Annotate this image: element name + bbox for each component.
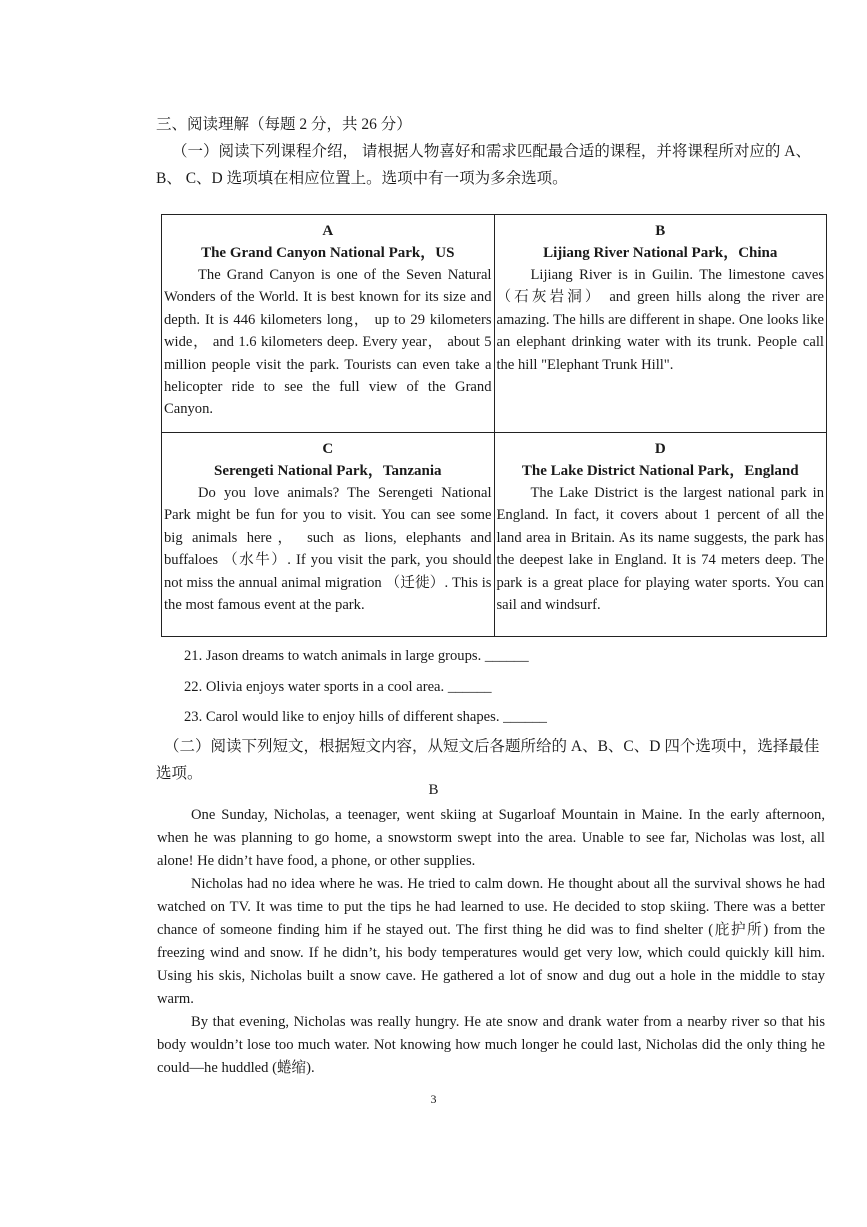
option-body: Do you love animals? The Serengeti National Park might be fun for you to visit. You can see some big animals here， such as lions, elephants and buffaloes （水牛）. If you visit the park, you should not miss the annual animal migration （迁徙）. This is the most famous event at the park. (164, 485, 492, 614)
passage-paragraph: One Sunday, Nicholas, a teenager, went skiing at Sugarloaf Mountain in Maine. In the early afternoon, when he was planning to go home, a snowstorm swept into the area. Unable to see far, Nicholas was lost, all alone! He didn’t have food, a phone, or other supplies. (157, 807, 825, 869)
option-letter: D (654, 441, 666, 457)
option-letter: C (322, 441, 334, 457)
option-letter: A (322, 223, 334, 239)
part1-instruction: （一）阅读下列课程介绍， 请根据人物喜好和需求匹配最合适的课程，并将课程所对应的 A、B、 C、D 选项填在相应位置上。选项中有一项为多余选项。 (156, 143, 811, 187)
question-22: 22. Olivia enjoys water sports in a cool area. ______ (184, 679, 492, 695)
course-options-table (161, 214, 827, 637)
option-title: The Lake District National Park，England (521, 463, 799, 479)
section-header: 三、阅读理解（每题 2 分，共 26 分） (156, 116, 412, 133)
option-a-cell (162, 215, 495, 433)
option-body: The Grand Canyon is one of the Seven Natural Wonders of the World. It is best known for its size and depth. It is 446 kilometers long， up to 29 kilometers wide， and 1.6 kilometers deep. Every year， about 5 million people visit the park. Tourists can even take a helicopter ride to see the full view of the Grand Canyon. (164, 267, 492, 418)
option-body: The Lake District is the largest national park in England. In fact, it covers about 1 percent of all the land area in Britain. As its name suggests, the park has the deepest lake in England. It is 74 meters deep. The park is a great place for playing water sports. You can sail and windsurf. (496, 485, 824, 614)
question-23: 23. Carol would like to enjoy hills of different shapes. ______ (184, 709, 547, 725)
passage-paragraph: By that evening, Nicholas was really hungry. He ate snow and drank water from a nearby river so that his body wouldn’t lose too much water. Not knowing how much longer he could last, Nicholas did the only thing he could—he huddled (蜷缩). (157, 1014, 825, 1076)
option-letter: B (655, 223, 666, 239)
passage-paragraph: Nicholas had no idea where he was. He tried to calm down. He thought about all the survival shows he had watched on TV. It was time to put the tips he had learned to use. He decided to stop skiing. There was a better chance of someone finding him if he stayed out. The first thing he did was to find shelter (庇护所) from the freezing wind and snow. If he didn’t, his body temperatures would get very low, which could quickly kill him. Using his skis, Nicholas built a snow cave. He gathered a lot of snow and dug out a hole in the middle to stay warm. (157, 876, 825, 1007)
option-title: Serengeti National Park，Tanzania (213, 463, 442, 479)
option-body: Lijiang River is in Guilin. The limestone caves （石灰岩洞） and green hills along the river are amazing. The hills are different in shape. One looks like an elephant drinking water with its trunk. People call the hill "Elephant Trunk Hill". (496, 267, 824, 373)
option-title: The Grand Canyon National Park，US (201, 245, 455, 261)
question-21: 21. Jason dreams to watch animals in large groups. ______ (184, 648, 529, 664)
reading-passage (157, 804, 825, 1080)
option-d-cell (494, 433, 827, 637)
option-c-cell (162, 433, 495, 637)
option-title: Lijiang River National Park，China (543, 245, 778, 261)
passage-label: B (428, 782, 439, 798)
option-b-cell (494, 215, 827, 433)
part2-instruction: （二）阅读下列短文，根据短文内容，从短文后各题所给的 A、B、C、D 四个选项中，选择最佳选项。 (156, 738, 820, 782)
page-number: 3 (430, 1092, 437, 1106)
